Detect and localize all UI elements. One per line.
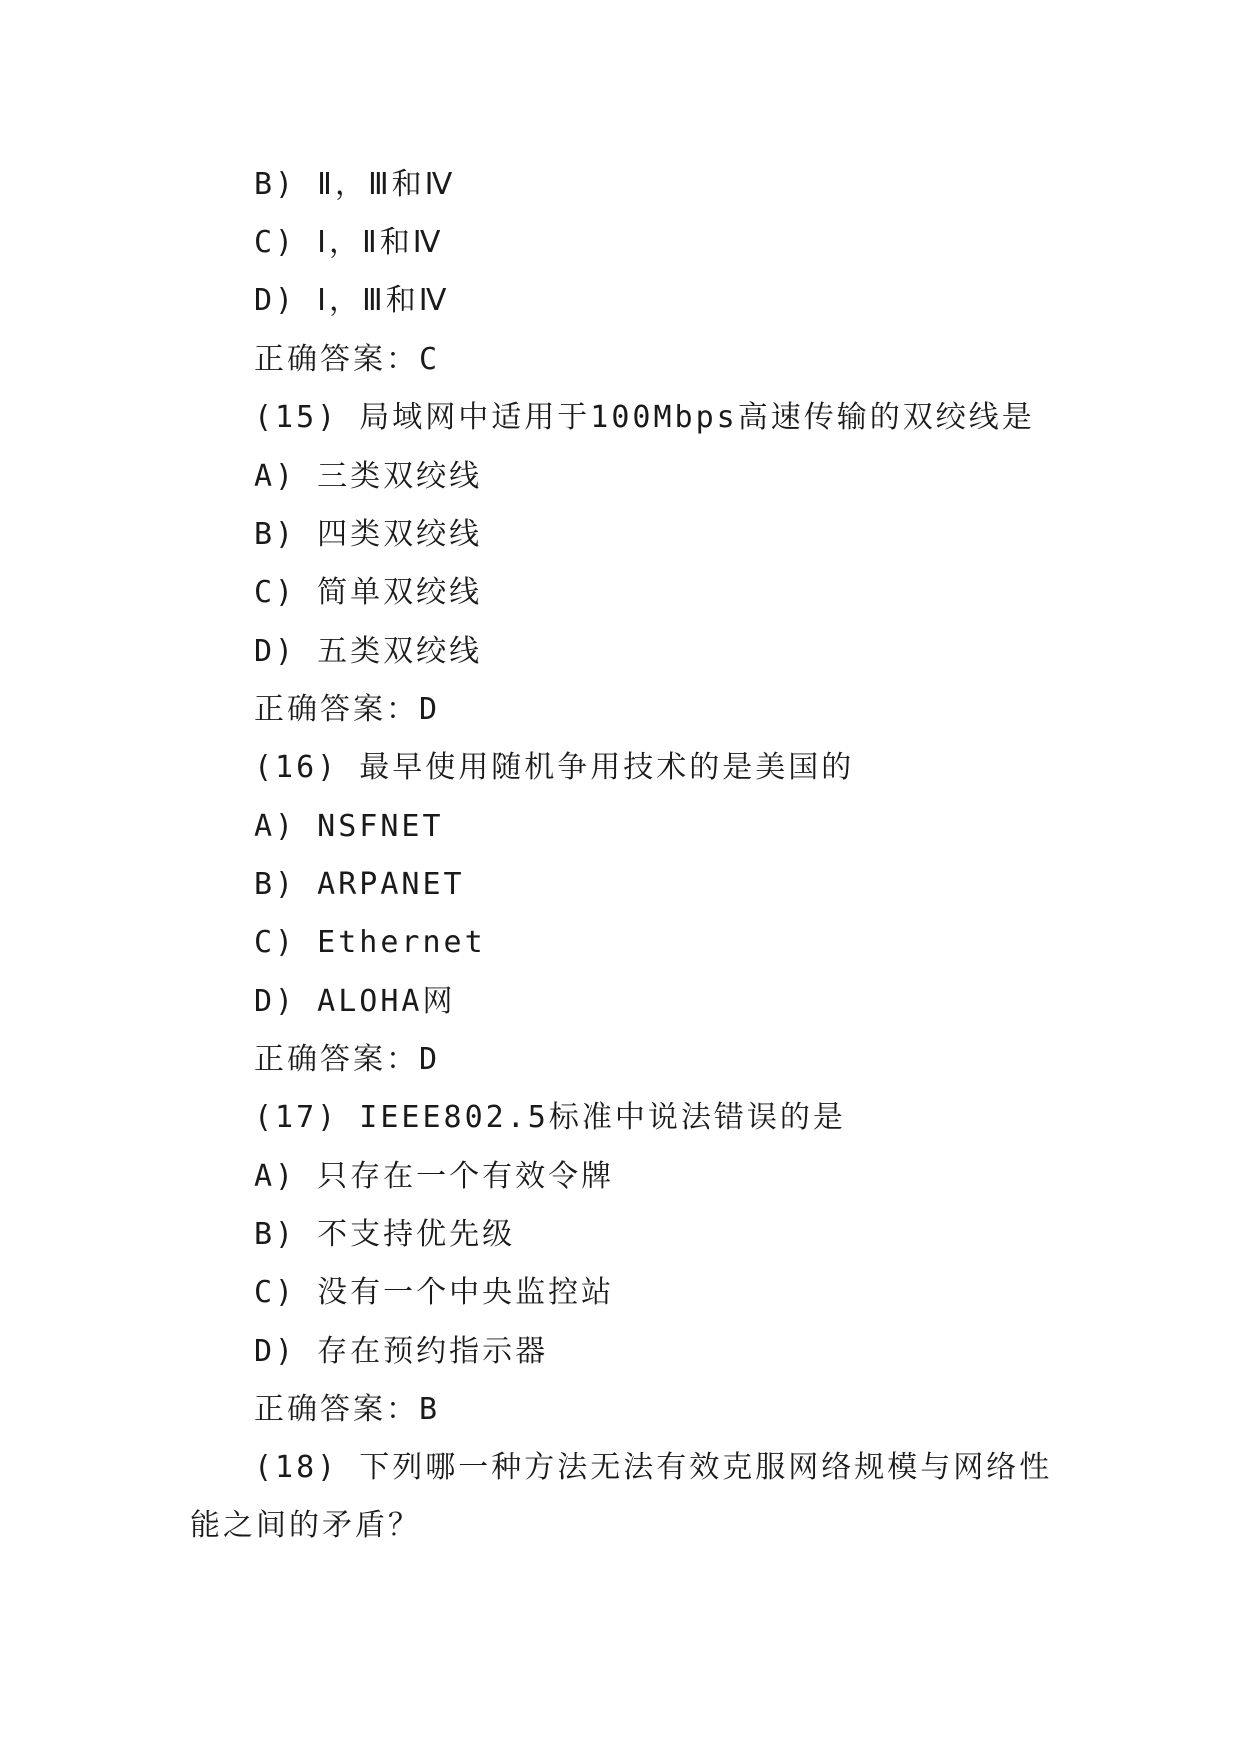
option-b: B) 不支持优先级 [254,1217,516,1252]
option-d: D) 存在预约指示器 [254,1334,549,1369]
option-a: A) NSFNET [254,809,444,844]
option-c: C) 简单双绞线 [254,575,483,610]
option-d: D) Ⅰ，Ⅲ和Ⅳ [254,283,450,318]
option-c: C) 没有一个中央监控站 [254,1275,615,1310]
option-c: C) Ⅰ，Ⅱ和Ⅳ [254,225,444,260]
option-b: B) ARPANET [254,867,465,902]
answer-line: 正确答案：B [254,1392,441,1427]
question-18: (18) 下列哪一种方法无法有效克服网络规模与网络性 [254,1450,1053,1485]
answer-line: 正确答案：D [254,1042,441,1077]
question-17: (17) IEEE802.5标准中说法错误的是 [254,1100,846,1135]
option-d: D) ALOHA网 [254,984,456,1019]
question-16: (16) 最早使用随机争用技术的是美国的 [254,750,855,785]
answer-line: 正确答案：C [254,342,441,377]
question-18-continuation: 能之间的矛盾？ [190,1508,421,1543]
answer-line: 正确答案：D [254,692,441,727]
question-15: (15) 局域网中适用于100Mbps高速传输的双绞线是 [254,400,1035,435]
option-a: A) 只存在一个有效令牌 [254,1159,615,1194]
option-a: A) 三类双绞线 [254,459,483,494]
option-b: B) 四类双绞线 [254,517,483,552]
option-d: D) 五类双绞线 [254,634,483,669]
option-c: C) Ethernet [254,925,486,960]
option-b: B) Ⅱ，Ⅲ和Ⅳ [254,167,456,202]
